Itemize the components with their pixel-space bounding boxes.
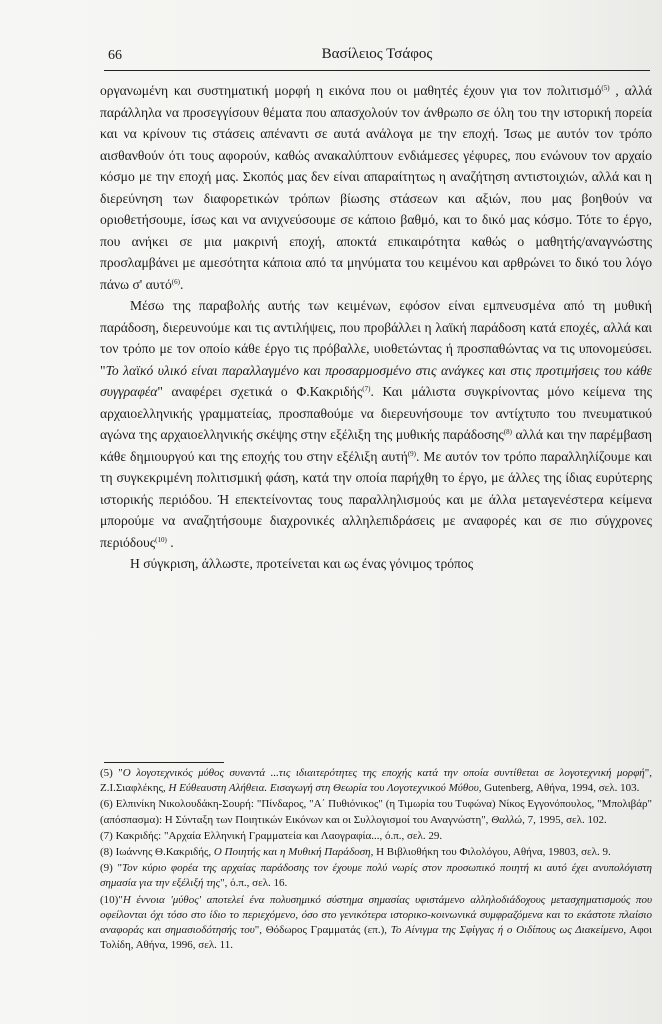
footnote-reference: (5) <box>601 84 610 92</box>
italic-text: Η Εύθεαυστη Αλήθεια. Εισαγωγή στη Θεωρία του Λογοτεχνικού Μύθου <box>168 782 479 795</box>
italic-text: Ο λογοτεχνικός μύθος συναντά ...τις ιδιαιτερότητες της εποχής κατά την οποία συντίθεται σε λογοτεχνική μορφή <box>122 767 645 779</box>
text-run: ", Ζ.Ι.Σιαφλέκης, <box>100 767 652 795</box>
italic-text: Το Αίνιγμα της Σφίγγας ή ο Οιδίπους ως Διακείμενο <box>390 924 624 937</box>
footnote <box>100 797 652 827</box>
text-run: (7) Κακριδής: "Αρχαία Ελληνική Γραμματεία και Λαογραφία..., ό.π., σελ. 29. <box>100 829 443 842</box>
footnote-reference: (8) <box>503 428 512 436</box>
header-rule <box>104 70 650 71</box>
footnote-rule <box>104 762 224 763</box>
text-run: αλλά και την παρέμβαση κάθε δημιουργού και της εποχής του στην εξέλιξη αυτή <box>100 427 652 464</box>
italic-text: Η έννοια 'μύθος' αποτελεί ένα πολυσημικό σύστημα σημασίας υφιστάμενο αλληλοδιάδοχους μετασχηματισμούς που οφείλονται όχι τόσο στο ίδιο το περιεχόμενο, όσο στο γενικότερα ιστορικο-κοινωνικά συμφραζόμενα και το εκάστοτε πλαίσιο αναφοράς και σημασιοδότησής του <box>100 893 652 937</box>
body-paragraph <box>100 295 652 553</box>
footnote-reference: (9) <box>407 449 417 458</box>
footnote-reference: (7) <box>362 385 371 393</box>
footnote <box>100 766 652 796</box>
text-run: . Με αυτόν τον τρόπο παραλληλίζουμε και τη συγκεκριμένη πολιτισμική φάση, κατά την οποία παρήχθη το έργο, με άλλες της ίδιας ευρύτερης ιστορικής περιόδου. Ή επεκτείνοντας τους παραλληλισμούς και με άλλα μεταγενέστερα κείμενα μπορούμε να αναζητήσουμε διαχρονικές αλληλεπιδράσεις με αναφορές και σε πιο σύγχρονες περιόδους <box>100 448 652 550</box>
text-run: ", ό.π., σελ. 16. <box>220 877 288 890</box>
body-text <box>100 80 652 575</box>
footnote <box>100 861 652 891</box>
italic-text: Ο Ποιητής και η Μυθική Παράδοση <box>213 846 371 859</box>
text-run: . <box>179 276 184 292</box>
footnote <box>100 829 652 844</box>
text-run: (8) Ιωάννης Θ.Κακριδής, <box>100 846 214 859</box>
text-run: , Gutenberg, Αθήνα, 1994, σελ. 103. <box>478 782 640 795</box>
text-run: . Και μάλιστα συγκρίνοντας μόνο κείμενα της αρχαιοελληνικής γραμματείας, προσπαθούμε να διερευνήσουμε τον αντίχτυπο του πνευματικού αγώνα της αρχαιοελληνικής σκέψης στην εξέλιξη της μυθικής παράδοσης <box>100 384 652 442</box>
italic-text: Το λαϊκό υλικό είναι παραλλαγμένο και προσαρμοσμένο στις ανάγκες και στις προτιμήσεις του κάθε συγγραφέα <box>100 362 652 399</box>
text-run: οργανωμένη και συστηματική μορφή η εικόνα που οι μαθητές έχουν για τον πολιτισμό <box>100 83 602 98</box>
footnote <box>100 845 652 860</box>
page-number: 66 <box>108 48 122 63</box>
footnote-reference: (10) <box>155 535 167 544</box>
body-paragraph <box>100 553 652 575</box>
italic-text: Τον κύριο φορέα της αρχαίας παράδοσης τον έχουμε πολύ νωρίς στον προσωπικό ποιητή κι αυτό έχει ανυπολόγιστη σημασία για την εξέλιξή της <box>100 862 652 890</box>
text-run: Η σύγκριση, άλλωστε, προτείνεται και ως ένας γόνιμος τρόπος <box>130 556 474 571</box>
text-run: (6) Ελπινίκη Νικολουδάκη-Σουρή: "Πίνδαρος, "Α΄ Πυθιόνικος" (η Τιμωρία του Τυφώνα) Νίκος Εγγονόπουλος, "Μπολιβάρ" (απόσπασμα): Η Σύνταξη των Ποιητικών Εικόνων και οι Συλλογισμοί του Αναγνώστη", <box>100 798 652 826</box>
footnote <box>100 893 652 954</box>
text-run: , Η Βιβλιοθήκη του Φιλολόγου, Αθήνα, 19803, σελ. 9. <box>370 846 611 859</box>
text-run: ", Θόδωρος Γραμματάς (επ.), <box>254 924 391 937</box>
text-run: Μέσω της παραβολής αυτής των κειμένων, εφόσον είναι εμπνευσμένα από τη μυθική παράδοση, διερευνούμε και τις αντιλήψεις, που προβάλλει η λαϊκή παράδοση κατά εποχές, αλλά και τον τρόπο με τον οποίο κάθε έργο τις πρόβαλλε, υιοθετώντας ή προσπαθώντας να τις υπονομεύσει. " <box>100 298 652 378</box>
page-header <box>108 44 646 66</box>
footnotes <box>100 766 652 954</box>
italic-text: Θαλλώ <box>491 813 523 826</box>
footnote-reference: (6) <box>171 277 180 286</box>
running-head: Βασίλειος Τσάφος <box>321 46 433 62</box>
text-run: , Αφοι Τολίδη, Αθήνα, 1996, σελ. 11. <box>100 924 653 952</box>
body-paragraph <box>100 80 652 295</box>
text-run: (5) " <box>100 767 123 779</box>
text-run: (9) " <box>100 862 122 875</box>
text-run: , 7, 1995, σελ. 102. <box>522 813 607 826</box>
text-run: . <box>166 534 174 550</box>
text-run: (10)" <box>100 893 123 906</box>
text-run: " αναφέρει σχετικά ο Φ.Κακριδής <box>157 384 363 399</box>
text-run: , αλλά παράλληλα να προσεγγίσουν θέματα που απασχολούν τον άνθρωπο σε όλη του την ιστορική πορεία και να κρίνουν τις στάσεις απέναντι σε αυτά ανάλογα με την εποχή. Ίσως με αυτόν τον τρόπο αισθανθούν ότι τους αφορούν, καθώς ανακαλύπτουν ενδιάμεσες γέφυρες, που ενώνουν τον αρχαίο κόσμο με την εποχή μας. Σκοπός μας δεν είναι απαραίτητως η αναζήτηση αντιστοιχιών, αλλά και η διερεύνηση των διαφορετικών τρόπων βίωσης στάσεων και αξιών, που μας βοηθούν να οριοθετήσουμε, ίσως και να ανιχνεύσουμε σε κάποιο βαθμό, και το δικό μας κόσμο. Τότε το έργο, που ανήκει σε μια μακρινή εποχή, αποκτά επικαιρότητα καθώς ο μαθητής/αναγνώστης προσλαμβάνει με αμεσότητα κάποια από τα μηνύματα του κειμένου και αρθρώνει το δικό του λόγο πάνω σ' αυτό <box>100 83 652 292</box>
